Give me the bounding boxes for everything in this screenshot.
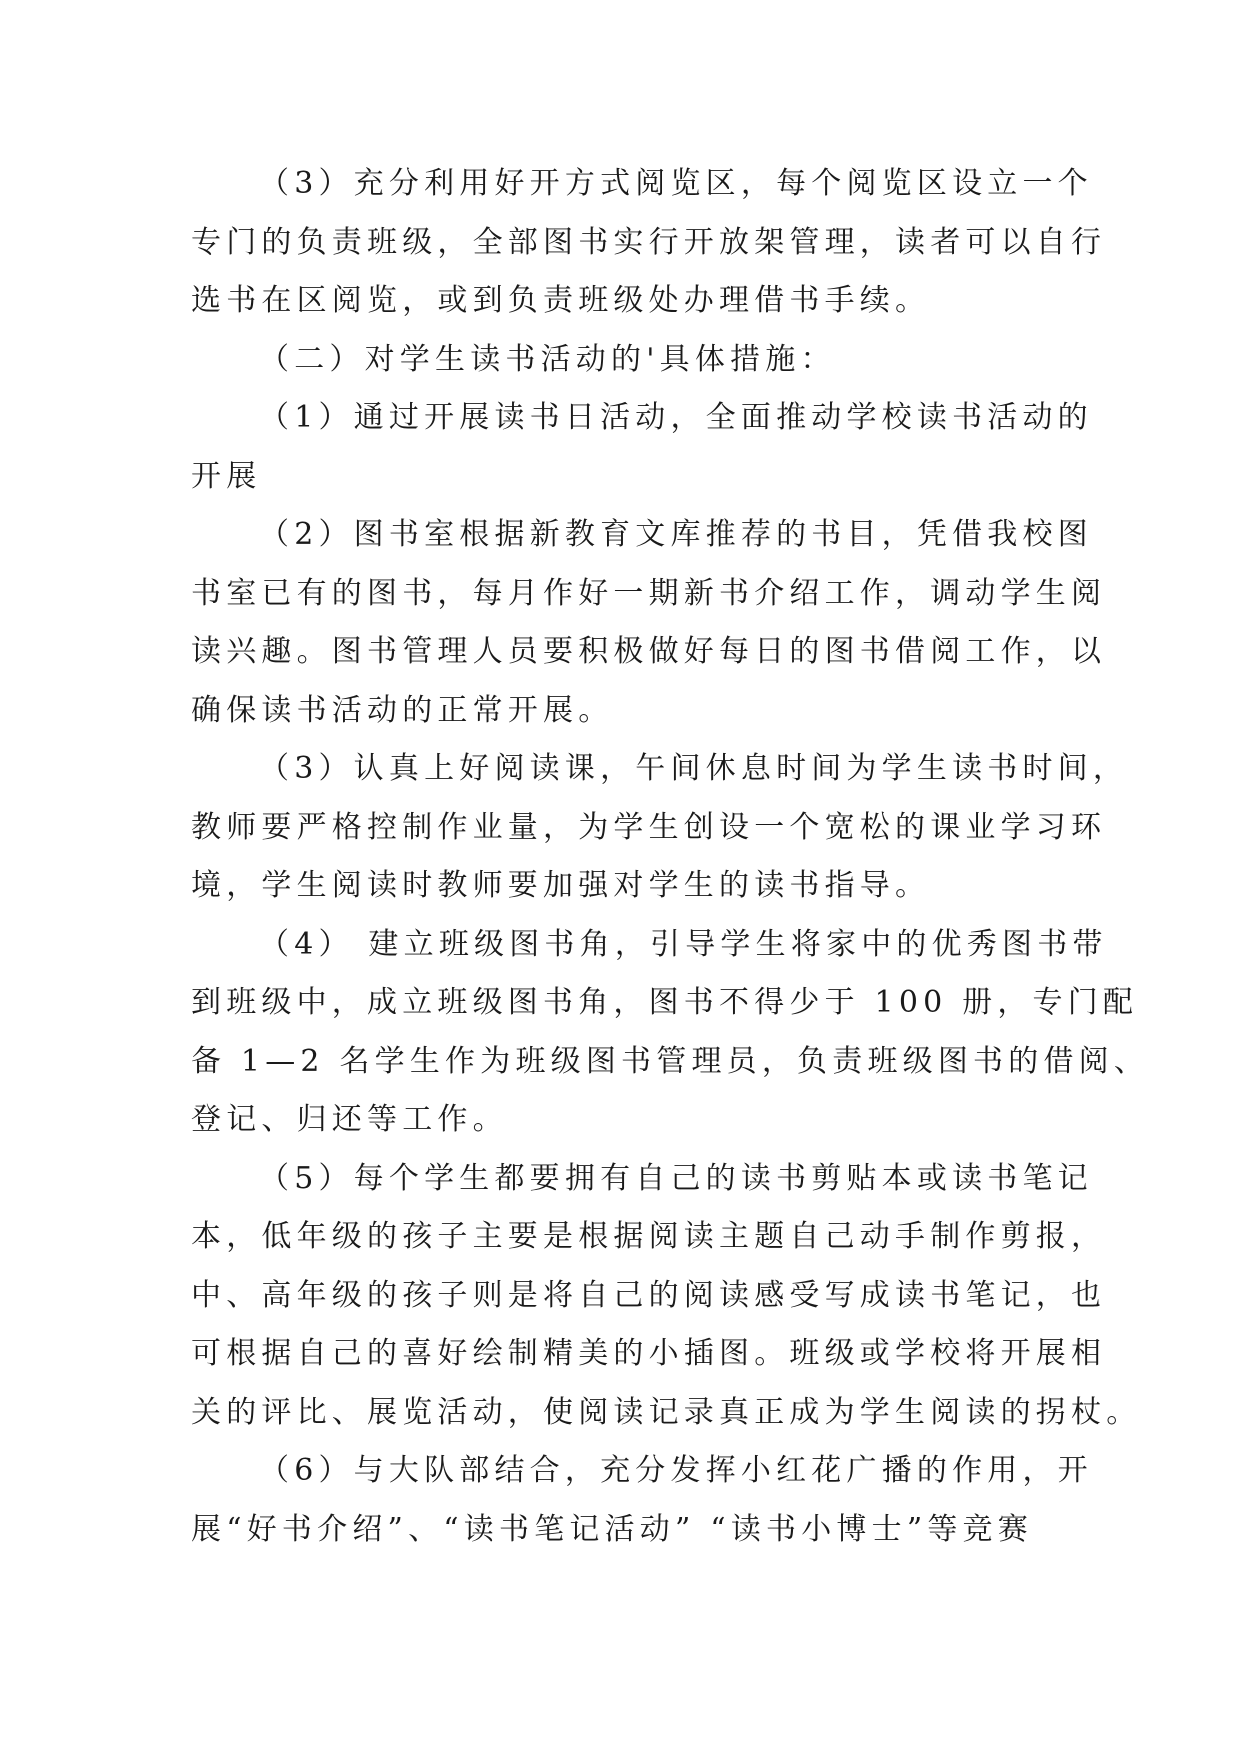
- text-line: （2）图书室根据新教育文库推荐的书目，凭借我校图: [259, 517, 1093, 552]
- text-line: （6）与大队部结合，充分发挥小红花广播的作用，开: [259, 1453, 1093, 1488]
- text-line: （二）对学生读书活动的'具体措施：: [259, 341, 836, 377]
- paragraph-reading-day: [191, 389, 1093, 506]
- text-line: 教师要严格控制作业量，为学生创设一个宽松的课业学习环: [191, 809, 1107, 845]
- paragraph-library-books: [191, 506, 1107, 740]
- text-line: 书室已有的图书，每月作好一期新书介绍工作，调动学生阅: [191, 575, 1107, 611]
- text-line: 境，学生阅读时教师要加强对学生的读书指导。: [191, 868, 931, 903]
- text-line: （3）认真上好阅读课，午间休息时间为学生读书时间，: [259, 751, 1129, 786]
- paragraph-reading-class: [191, 740, 1129, 916]
- paragraph-class-book-corner: [191, 916, 1150, 1150]
- paragraph-reading-notes: [191, 1150, 1142, 1443]
- text-line: 到班级中，成立班级图书角，图书不得少于 100 册，专门配: [191, 985, 1139, 1020]
- text-line: 关的评比、展览活动，使阅读记录真正成为学生阅读的拐杖。: [191, 1394, 1142, 1430]
- text-line: 展“好书介绍”、“读书笔记活动” “读书小博士”等竞赛: [191, 1511, 1033, 1547]
- text-line: 开展: [191, 458, 262, 494]
- section-heading-student-measures: [191, 331, 1059, 390]
- text-line: 登记、归还等工作。: [191, 1102, 508, 1137]
- text-line: 专门的负责班级，全部图书实行开放架管理，读者可以自行: [191, 224, 1107, 260]
- text-line: （5）每个学生都要拥有自己的读书剪贴本或读书笔记: [259, 1160, 1093, 1196]
- text-line: （3）充分利用好开方式阅览区，每个阅览区设立一个: [259, 166, 1093, 201]
- text-line: 确保读书活动的正常开展。: [191, 692, 614, 728]
- text-line: （1）通过开展读书日活动，全面推动学校读书活动的: [259, 400, 1093, 435]
- document-body: [191, 155, 1150, 1559]
- paragraph-reading-area: [191, 155, 1107, 331]
- text-line: 本，低年级的孩子主要是根据阅读主题自己动手制作剪报，: [191, 1219, 1107, 1254]
- text-line: 可根据自己的喜好绘制精美的小插图。班级或学校将开展相: [191, 1336, 1107, 1371]
- text-line: 中、高年级的孩子则是将自己的阅读感受写成读书笔记，也: [191, 1277, 1107, 1313]
- paragraph-broadcast: [191, 1442, 1093, 1559]
- text-line: 备 1—2 名学生作为班级图书管理员，负责班级图书的借阅、: [191, 1043, 1150, 1079]
- text-line: 读兴趣。图书管理人员要积极做好每日的图书借阅工作，以: [191, 634, 1107, 669]
- text-line: 选书在区阅览，或到负责班级处办理借书手续。: [191, 283, 931, 318]
- text-line: （4） 建立班级图书角，引导学生将家中的优秀图书带: [259, 926, 1108, 962]
